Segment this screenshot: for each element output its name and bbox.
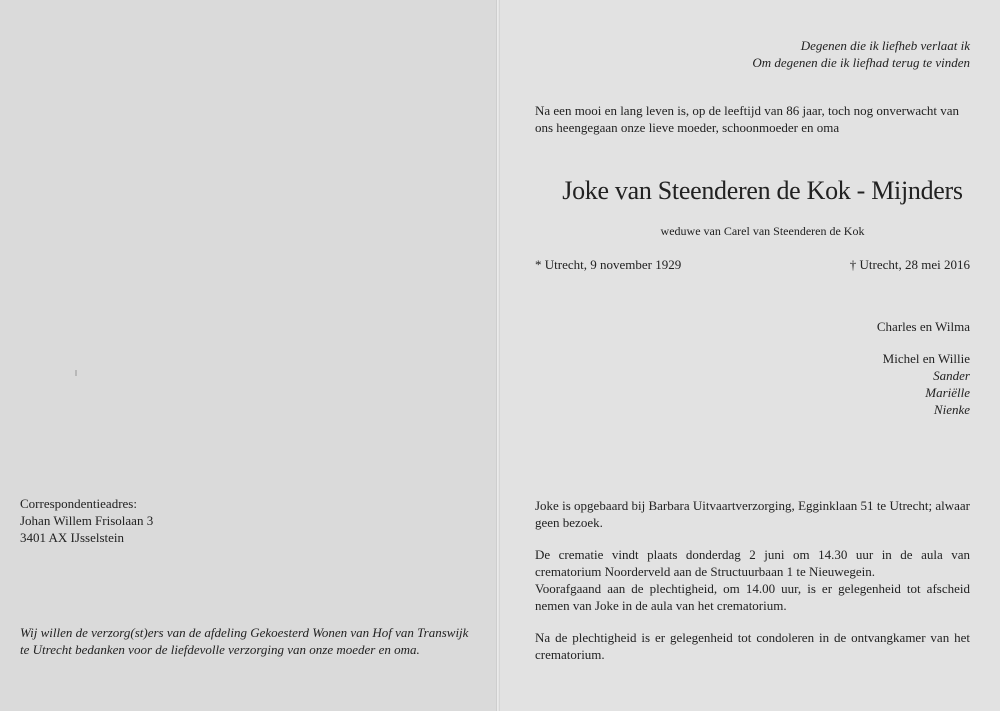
right-page — [500, 0, 1000, 711]
family-group-1: Charles en Wilma — [876, 319, 970, 334]
deceased-name: Joke van Steenderen de Kok - Mijnders — [562, 176, 963, 205]
motto — [530, 37, 970, 71]
death-date: † Utrecht, 28 mei 2016 — [849, 257, 970, 272]
birth-date: * Utrecht, 9 november 1929 — [535, 257, 682, 272]
correspondence-city: 3401 AX IJsselstein — [20, 530, 124, 545]
cremation-paragraph: De crematie vindt plaats donderdag 2 juni om 14.30 uur in de aula van crematorium Noorderveld aan de Structuurbaan 1 te Nieuwegein. — [535, 547, 970, 579]
family-group-2: Michel en Willie — [882, 351, 970, 366]
funeral-details — [535, 497, 970, 678]
paper-speck — [75, 370, 77, 376]
grandchild-name: Sander — [933, 368, 970, 383]
farewell-paragraph: Voorafgaand aan de plechtigheid, om 14.00 uur, is er gelegenheid tot afscheid nemen van Joke in de aula van het crematorium. — [535, 581, 970, 613]
left-page — [0, 0, 497, 711]
motto-line-2: Om degenen die ik liefhad terug te vinden — [752, 55, 970, 70]
viewing-paragraph: Joke is opgebaard bij Barbara Uitvaartverzorging, Egginklaan 51 te Utrecht; alwaar geen bezoek. — [535, 498, 970, 530]
correspondence-heading: Correspondentieadres: — [20, 496, 137, 511]
correspondence-address — [20, 495, 320, 546]
motto-line-1: Degenen die ik liefheb verlaat ik — [800, 38, 970, 53]
grandchild-name: Mariëlle — [925, 385, 970, 400]
thanks-note: Wij willen de verzorg(st)ers van de afdeling Gekoesterd Wonen van Hof van Transwijk te Utrecht bedanken voor de liefdevolle verzorging van onze moeder en oma. — [20, 625, 469, 657]
family-list — [770, 318, 970, 418]
intro-text: Na een mooi en lang leven is, op de leeftijd van 86 jaar, toch nog onverwacht van ons heengegaan onze lieve moeder, schoonmoeder en oma — [535, 103, 960, 135]
widow-line: weduwe van Carel van Steenderen de Kok — [660, 224, 865, 238]
condolence-paragraph: Na de plechtigheid is er gelegenheid tot condoleren in de ontvangkamer van het crematorium. — [535, 630, 970, 662]
correspondence-street: Johan Willem Frisolaan 3 — [20, 513, 154, 528]
grandchild-name: Nienke — [933, 402, 970, 417]
